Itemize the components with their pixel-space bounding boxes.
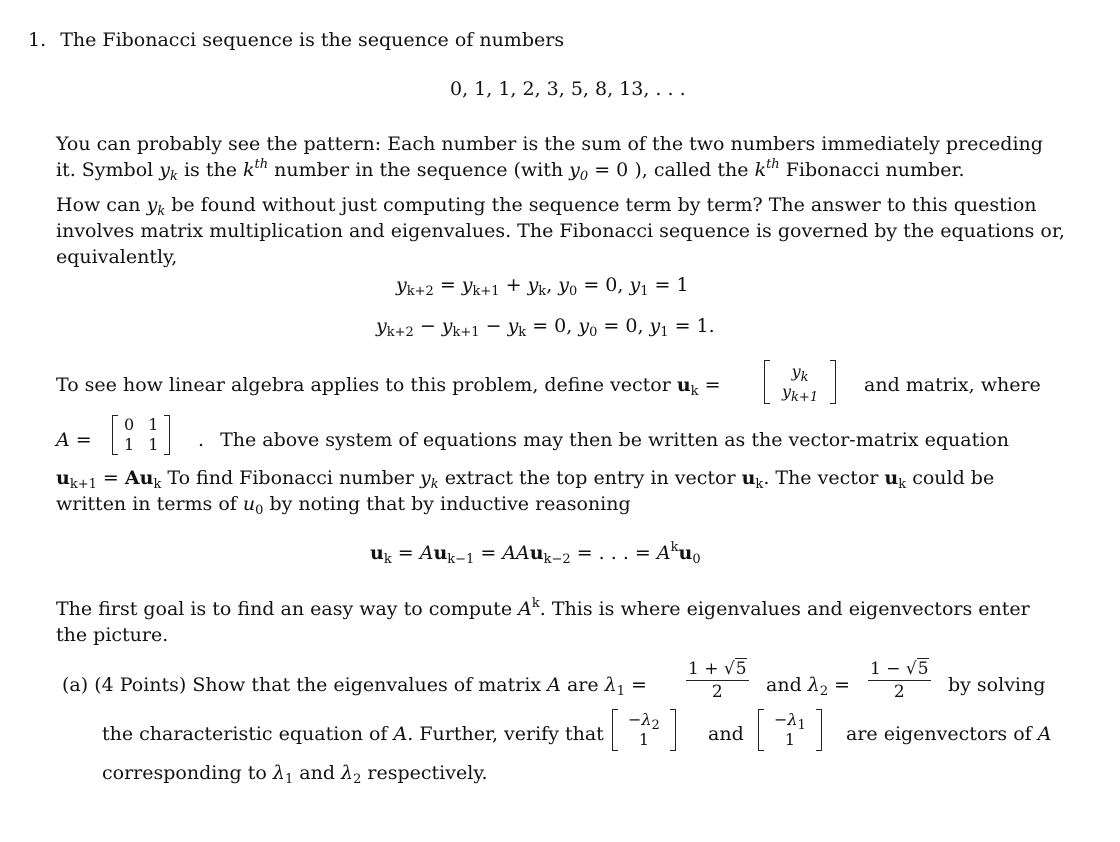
text: be found without just computing the sequence term by term? The answer to this question <box>171 194 1037 216</box>
frac-den: 2 <box>711 682 723 702</box>
para2-line2: involves matrix multiplication and eigenvalues. The Fibonacci sequence is governed by the equations or, <box>56 220 1065 242</box>
para3-line4: written in terms of $u_0$ by noting that by inductive reasoning <box>56 493 631 518</box>
text: number in the sequence (with <box>274 159 564 181</box>
part-a-line1: (a) (4 Points) Show that the eigenvalues of matrix A are $\lambda_1$ = <box>62 674 647 699</box>
text: corresponding to <box>102 762 267 784</box>
text: The first goal is to find an easy way to compute <box>56 598 513 620</box>
cell: 1 <box>148 415 159 434</box>
matrix-A-label: A = <box>56 429 92 451</box>
math-yk: $y_k$ <box>146 194 166 219</box>
para3-line3: $u_{k+1} = Au_k$ To find Fibonacci number $y_k$ extract the top entry in vector $u_k$. The vector $u_k$ could be <box>56 467 995 492</box>
equation-induction: $u_k = Au_{k-1} = AAu_{k-2}$ = . . . = $A^ku_0$ <box>370 540 701 567</box>
part-a-and-2: and <box>708 723 744 745</box>
para4-line1: The first goal is to find an easy way to compute $A^k$. This is where eigenvalues and eigenvectors enter <box>56 596 1030 620</box>
para3-line1-end: and matrix, where <box>864 374 1041 396</box>
part-a-line2: the characteristic equation of A. Further, verify that <box>102 723 604 745</box>
text: and <box>299 762 335 784</box>
radicand: 5 <box>917 659 929 679</box>
eigenvector-1: $-\lambda_2$ 1 <box>612 709 676 751</box>
text: and <box>766 674 802 696</box>
para4-line2: the picture. <box>56 624 169 646</box>
part-a-line3: corresponding to $\lambda_1$ and $\lambda_2$ respectively. <box>102 762 488 787</box>
part-a-line2-end: are eigenvectors of A <box>846 723 1052 745</box>
part-a-line1-end: by solving <box>948 674 1046 696</box>
para1-line2: it. Symbol $y_k$ is the $k^{th}$ number in the sequence (with $y_0 = 0$ ), called the $k^{th}$ Fibonacci number. <box>56 157 965 184</box>
fibonacci-sequence: 0, 1, 1, 2, 3, 5, 8, 13, . . . <box>450 78 686 100</box>
equation-recurrence-1: $y_{k+2} = y_{k+1} + y_k$, $y_0 = 0$, $y_1 = 1$ <box>396 274 689 299</box>
text: How can <box>56 194 141 216</box>
math-kth: $k^{th}$ <box>243 157 269 181</box>
text: To find Fibonacci number <box>167 467 414 489</box>
text: written in terms of <box>56 493 237 515</box>
fraction-lambda2: $\frac{1 - √5}{2}$ <box>870 659 929 702</box>
text: To see how linear algebra applies to this problem, define vector <box>56 374 671 396</box>
para2-line1 <box>56 192 1037 218</box>
points: (4 Points) <box>94 674 187 696</box>
problem-number: 1. <box>28 29 47 51</box>
math-y0: $y_0$ <box>569 159 589 184</box>
text: . The vector <box>763 467 879 489</box>
intro-text: The Fibonacci sequence is the sequence of numbers <box>60 29 565 51</box>
matrix-A <box>112 415 170 455</box>
text: Fibonacci number. <box>785 159 965 181</box>
cell: 1 <box>124 435 135 454</box>
problem-heading <box>28 27 564 53</box>
text: respectively. <box>367 762 488 784</box>
frac-den: 2 <box>893 682 905 702</box>
text: Show that the eigenvalues of matrix <box>192 674 542 696</box>
para1-line1: You can probably see the pattern: Each number is the sum of the two numbers immediately preceding <box>56 133 1043 155</box>
entry: 1 <box>784 730 795 749</box>
radicand: 5 <box>735 659 747 679</box>
text: are <box>566 674 599 696</box>
part-label: (a) <box>62 674 89 696</box>
text: could be <box>912 467 995 489</box>
cell: 1 <box>148 435 159 454</box>
math-yk: $y_k$ <box>159 159 178 184</box>
fraction-lambda1: $\frac{1 + √5}{2}$ <box>688 659 747 702</box>
math-yk: $y_k$ <box>420 467 439 492</box>
cell: 0 <box>124 415 135 434</box>
entry: 1 <box>638 730 649 749</box>
text: . This is where eigenvalues and eigenvectors enter <box>539 598 1030 620</box>
equation-recurrence-2: $y_{k+2} - y_{k+1} - y_k = 0$, $y_0 = 0$, $y_1 = 1$. <box>376 315 715 340</box>
part-a-and: and $\lambda_2$ = <box>766 674 851 699</box>
text: . Further, verify that <box>407 723 604 745</box>
frac-num: 1 − <box>870 659 901 679</box>
text: extract the top entry in vector <box>444 467 736 489</box>
vector-uk-definition: $y_k$ $y_{k+1}$ <box>764 360 836 404</box>
math-kth: $k^{th}$ <box>754 157 780 181</box>
para2-line3: equivalently, <box>56 246 178 268</box>
text: ), called the <box>634 159 749 181</box>
eigenvector-2: $-\lambda_1$ 1 <box>758 709 822 751</box>
text: it. Symbol <box>56 159 154 181</box>
text: The above system of equations may then be written as the vector-matrix equation <box>220 429 1009 451</box>
para3-line1: To see how linear algebra applies to this problem, define vector $u_k$ = <box>56 374 721 399</box>
frac-num: 1 + <box>688 659 719 679</box>
para3-line2: . The above system of equations may then be written as the vector-matrix equation <box>198 429 1009 451</box>
text: are eigenvectors of <box>846 723 1032 745</box>
text: is the <box>183 159 237 181</box>
text: by noting that by inductive reasoning <box>269 493 631 515</box>
text: the characteristic equation of <box>102 723 388 745</box>
